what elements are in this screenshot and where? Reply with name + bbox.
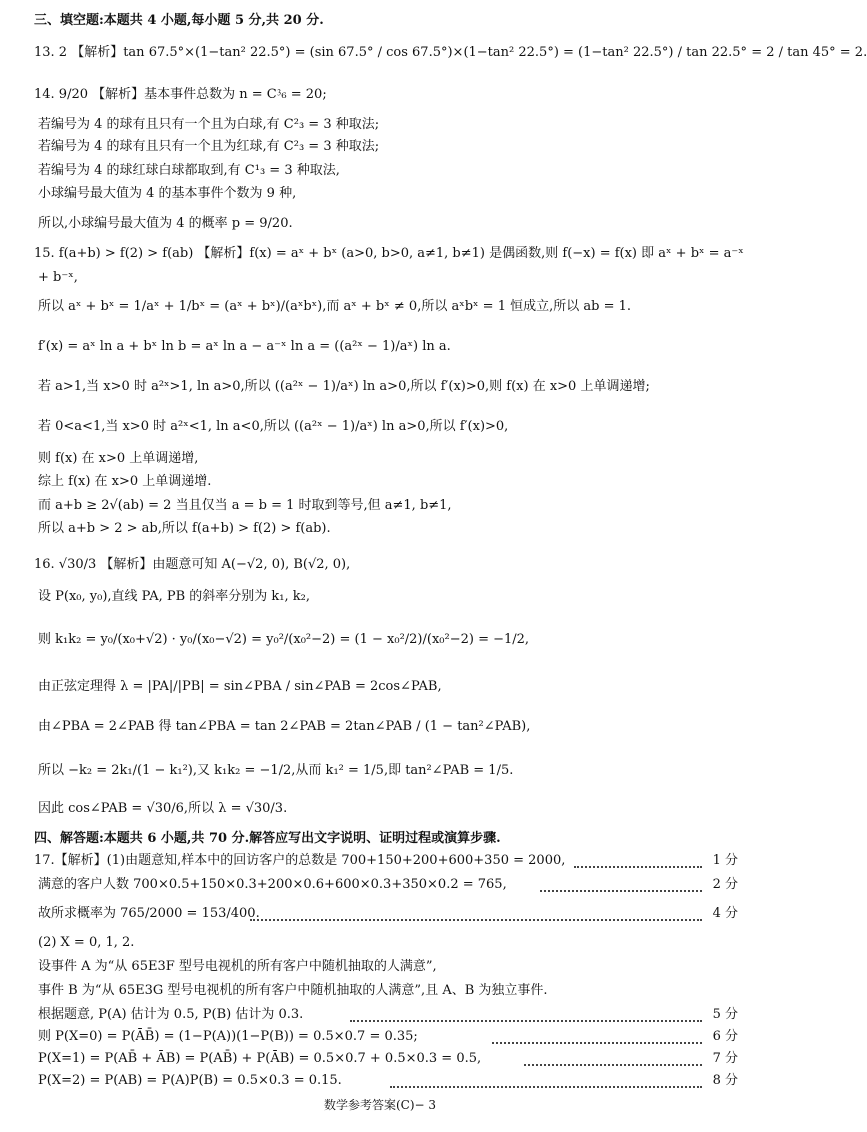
q14-line-4: 若编号为 4 的球红球白球都取到,有 C¹₃ = 3 种取法, xyxy=(38,163,340,178)
leader-dots-7 xyxy=(390,1086,702,1088)
q17-line-10: P(X=2) = P(AB) = P(A)P(B) = 0.5×0.3 = 0.15. xyxy=(38,1073,342,1088)
q15-line-10: 所以 a+b > 2 > ab,所以 f(a+b) > f(2) > f(ab). xyxy=(38,521,331,536)
q14-line-5: 小球编号最大值为 4 的基本事件个数为 9 种, xyxy=(38,186,297,201)
leader-dots-6 xyxy=(524,1064,702,1066)
leader-dots-4 xyxy=(350,1020,702,1022)
q17-line-5: 设事件 A 为“从 65E3F 型号电视机的所有客户中随机抽取的人满意”, xyxy=(38,959,437,974)
q17-score-3: 4 分 xyxy=(712,906,738,921)
solutions-heading: 四、解答题:本题共 6 小题,共 70 分.解答应写出文字说明、证明过程或演算步骤. xyxy=(34,831,501,846)
q17-score-6: 7 分 xyxy=(712,1051,738,1066)
q15-line-3: 所以 aˣ + bˣ = 1/aˣ + 1/bˣ = (aˣ + bˣ)/(aˣbˣ),而 aˣ + bˣ ≠ 0,所以 aˣbˣ = 1 恒成立,所以 ab = 1. xyxy=(38,299,632,314)
q17-score-4: 5 分 xyxy=(712,1007,738,1022)
q17-line-1: 17.【解析】(1)由题意知,样本中的回访客户的总数是 700+150+200+600+350 = 2000, xyxy=(34,853,566,868)
leader-dots-3 xyxy=(250,919,702,921)
q16-line-3: 则 k₁k₂ = y₀/(x₀+√2) · y₀/(x₀−√2) = y₀²/(x₀²−2) = (1 − x₀²/2)/(x₀²−2) = −1/2, xyxy=(38,632,530,647)
q15-line-8: 综上 f(x) 在 x>0 上单调递增. xyxy=(38,474,212,489)
q17-line-9: P(X=1) = P(AB̄ + ĀB) = P(AB̄) + P(ĀB) = 0.5×0.7 + 0.5×0.3 = 0.5, xyxy=(38,1051,482,1066)
q17-line-4: (2) X = 0, 1, 2. xyxy=(38,935,135,950)
q14-line-6: 所以,小球编号最大值为 4 的概率 p = 9/20. xyxy=(38,216,293,231)
q16-line-6: 所以 −k₂ = 2k₁/(1 − k₁²),又 k₁k₂ = −1/2,从而 k₁² = 1/5,即 tan²∠PAB = 1/5. xyxy=(38,763,514,778)
q13-line-1: 13. 2 【解析】tan 67.5°×(1−tan² 22.5°) = (sin 67.5° / cos 67.5°)×(1−tan² 22.5°) = (1−tan² 22.5°) / tan 22.5° = 2 / tan 45° = 2. xyxy=(34,45,867,60)
leader-dots-5 xyxy=(492,1042,702,1044)
q17-score-1: 1 分 xyxy=(712,853,738,868)
leader-dots-1 xyxy=(574,866,702,868)
q14-line-3: 若编号为 4 的球有且只有一个且为红球,有 C²₃ = 3 种取法; xyxy=(38,139,380,154)
q16-line-7: 因此 cos∠PAB = √30/6,所以 λ = √30/3. xyxy=(38,801,288,816)
q17-line-2: 满意的客户人数 700×0.5+150×0.3+200×0.6+600×0.3+350×0.2 = 765, xyxy=(38,877,507,892)
q17-line-6: 事件 B 为“从 65E3G 型号电视机的所有客户中随机抽取的人满意”,且 A、B 为独立事件. xyxy=(38,983,548,998)
q15-line-5: 若 a>1,当 x>0 时 a²ˣ>1, ln a>0,所以 ((a²ˣ − 1)/aˣ) ln a>0,所以 f′(x)>0,则 f(x) 在 x>0 上单调递增; xyxy=(38,379,650,394)
q17-score-5: 6 分 xyxy=(712,1029,738,1044)
q17-score-2: 2 分 xyxy=(712,877,738,892)
fill-blank-heading: 三、填空题:本题共 4 小题,每小题 5 分,共 20 分. xyxy=(34,13,324,28)
q16-line-2: 设 P(x₀, y₀),直线 PA, PB 的斜率分别为 k₁, k₂, xyxy=(38,589,310,604)
q15-line-2: + b⁻ˣ, xyxy=(38,270,78,285)
q14-line-1: 14. 9/20 【解析】基本事件总数为 n = C⁳₆ = 20; xyxy=(34,87,327,102)
q17-line-8: 则 P(X=0) = P(ĀB̄) = (1−P(A))(1−P(B)) = 0.5×0.7 = 0.35; xyxy=(38,1029,418,1044)
q17-line-3: 故所求概率为 765/2000 = 153/400. xyxy=(38,906,260,921)
q16-line-4: 由正弦定理得 λ = |PA|/|PB| = sin∠PBA / sin∠PAB = 2cos∠PAB, xyxy=(38,679,442,694)
q16-line-1: 16. √30/3 【解析】由题意可知 A(−√2, 0), B(√2, 0), xyxy=(34,557,351,572)
q17-score-7: 8 分 xyxy=(712,1073,738,1088)
q17-line-7: 根据题意, P(A) 估计为 0.5, P(B) 估计为 0.3. xyxy=(38,1007,304,1022)
q15-line-4: f′(x) = aˣ ln a + bˣ ln b = aˣ ln a − a⁻ˣ ln a = ((a²ˣ − 1)/aˣ) ln a. xyxy=(38,339,451,354)
page-footer: 数学参考答案(C)− 3 xyxy=(323,1098,437,1112)
q16-line-5: 由∠PBA = 2∠PAB 得 tan∠PBA = tan 2∠PAB = 2tan∠PAB / (1 − tan²∠PAB), xyxy=(38,719,531,734)
q15-line-9: 而 a+b ≥ 2√(ab) = 2 当且仅当 a = b = 1 时取到等号,但 a≠1, b≠1, xyxy=(38,498,452,513)
q15-line-7: 则 f(x) 在 x>0 上单调递增, xyxy=(38,451,199,466)
q15-line-6: 若 0<a<1,当 x>0 时 a²ˣ<1, ln a<0,所以 ((a²ˣ − 1)/aˣ) ln a>0,所以 f′(x)>0, xyxy=(38,419,509,434)
q14-line-2: 若编号为 4 的球有且只有一个且为白球,有 C²₃ = 3 种取法; xyxy=(38,117,380,132)
leader-dots-2 xyxy=(540,890,702,892)
q15-line-1: 15. f(a+b) > f(2) > f(ab) 【解析】f(x) = aˣ + bˣ (a>0, b>0, a≠1, b≠1) 是偶函数,则 f(−x) = f(x) 即 aˣ + bˣ = a⁻ˣ xyxy=(34,246,744,261)
